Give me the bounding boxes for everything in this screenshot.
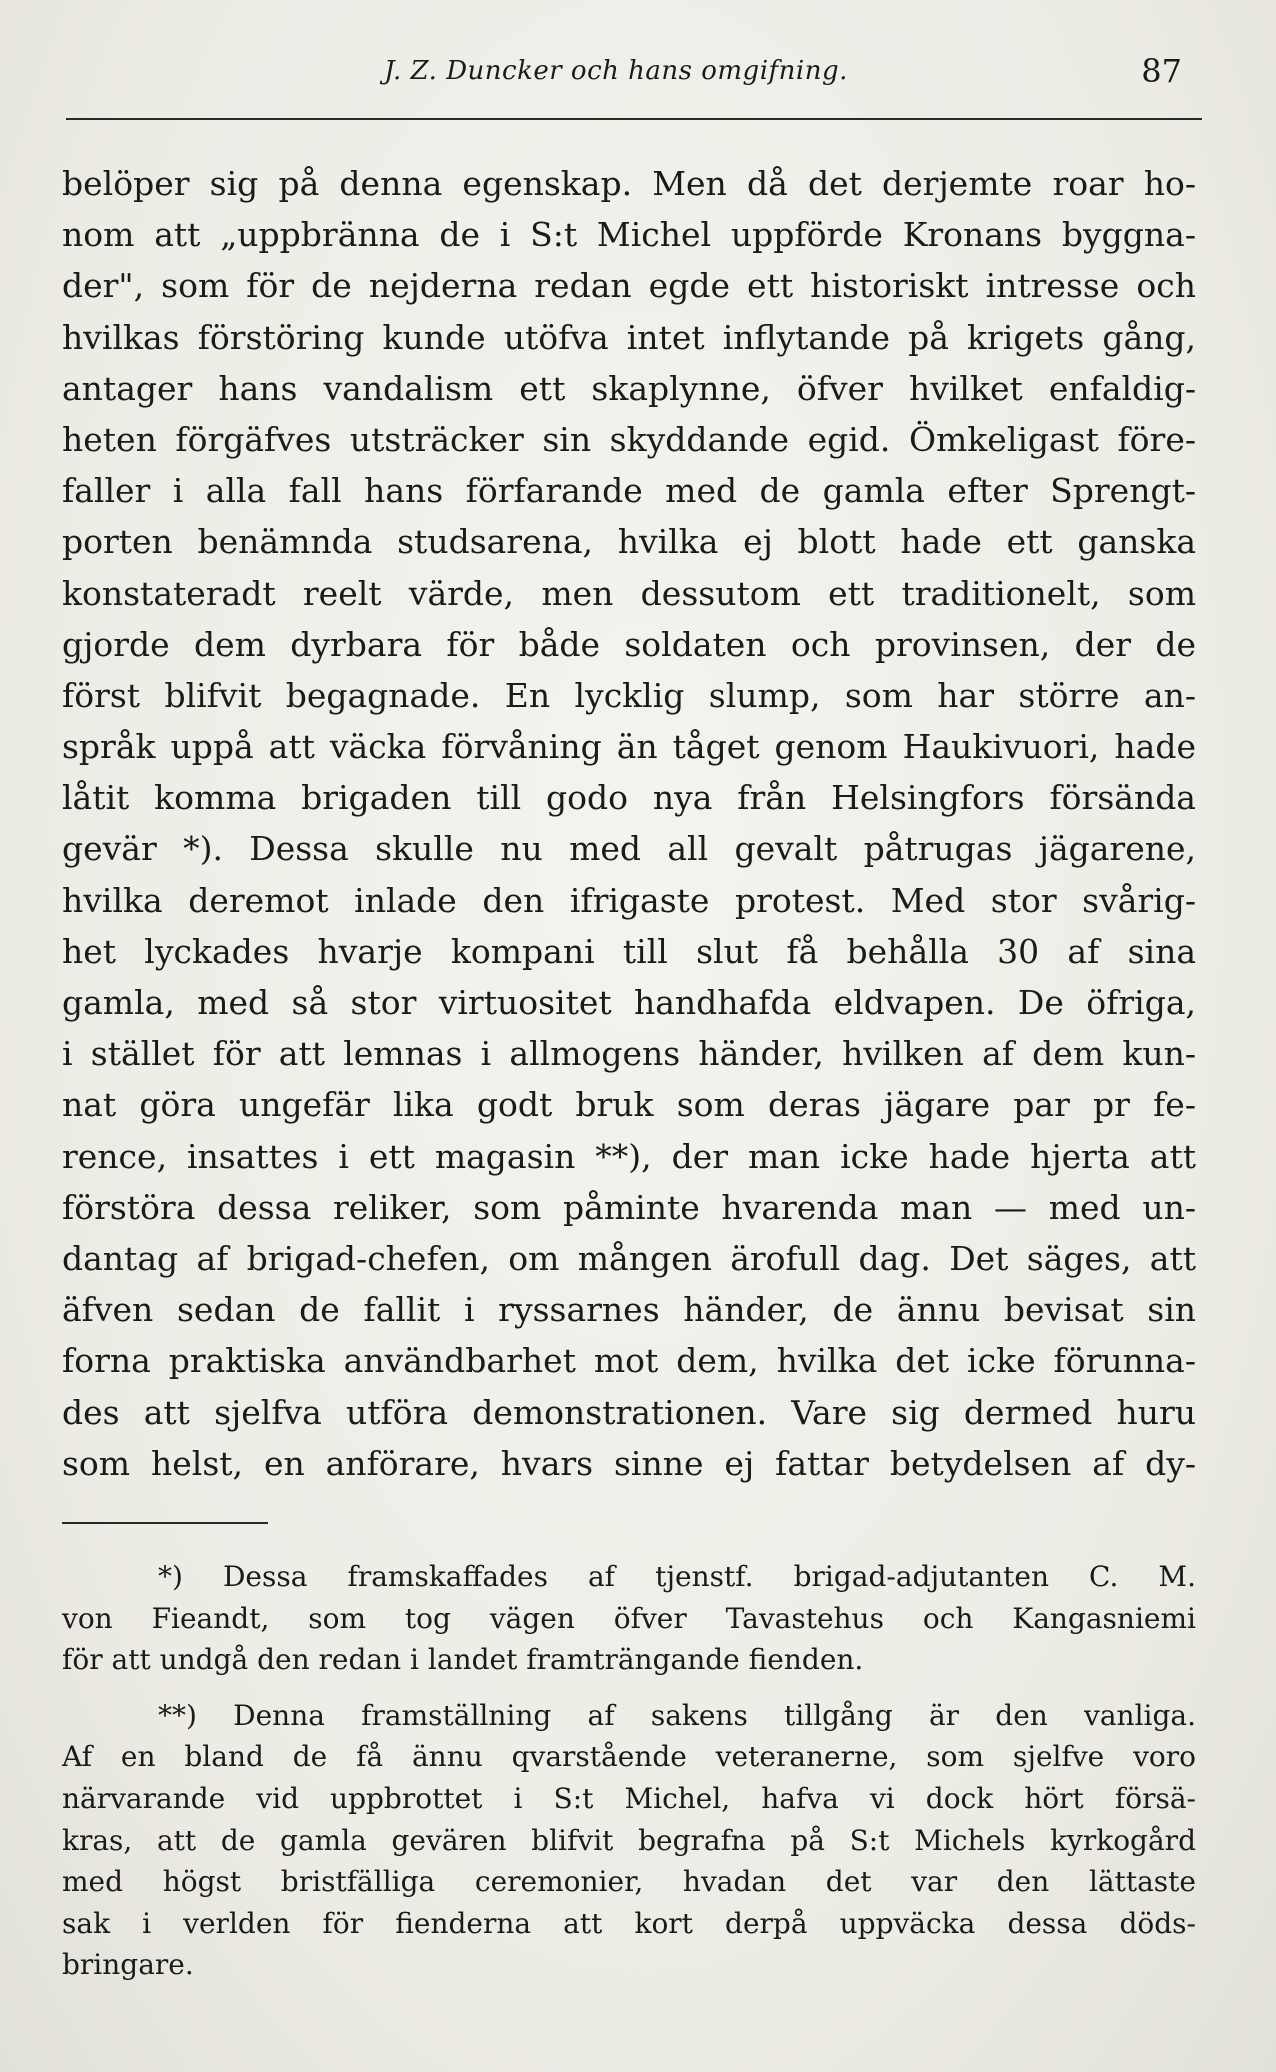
page-header: [62, 52, 1182, 92]
footnote-rule: [62, 1522, 268, 1524]
footnote-line: närvarande vid uppbrottet i S:t Michel, hafva vi dock hört försä-: [62, 1781, 1196, 1815]
text-line: het lyckades hvarje kompani till slut få behålla 30 af sina: [62, 931, 1196, 971]
footnote-line: med högst bristfälliga ceremonier, hvadan det var den lättaste: [62, 1865, 1196, 1899]
text-line: porten benämnda studsarena, hvilka ej blott hade ett ganska: [62, 522, 1196, 562]
page-number: 87: [1141, 52, 1182, 90]
text-line: språk uppå att väcka förvåning än tåget genom Haukivuori, hade: [62, 727, 1196, 767]
text-line: faller i alla fall hans förfarande med de gamla efter Sprengt-: [62, 471, 1196, 511]
text-line: som helst, en anförare, hvars sinne ej fattar betydelsen af dy-: [62, 1443, 1196, 1483]
footnote-line: sak i verlden för fienderna att kort derpå uppväcka dessa döds-: [62, 1906, 1196, 1940]
text-line: des att sjelfva utföra demonstrationen. Vare sig dermed huru: [62, 1392, 1196, 1432]
footnote-line: bringare.: [62, 1948, 194, 1982]
footnote-line: kras, att de gamla gevären blifvit begrafna på S:t Michels kyrkogård: [62, 1823, 1196, 1857]
footnote-line: von Fieandt, som tog vägen öfver Tavastehus och Kangasniemi: [62, 1601, 1196, 1635]
header-rule: [66, 118, 1202, 120]
text-line: förstöra dessa reliker, som påminte hvarenda man — med un-: [62, 1187, 1196, 1227]
footnote-1: [62, 1556, 1196, 1681]
running-head: J. Z. Duncker och hans omgifning.: [384, 56, 848, 86]
text-line: gevär *). Dessa skulle nu med all gevalt påtrugas jägarene,: [62, 829, 1196, 869]
text-line: hvilkas förstöring kunde utöfva intet inflytande på krigets gång,: [62, 317, 1196, 357]
text-line: forna praktiska användbarhet mot dem, hvilka det icke förunna-: [62, 1341, 1196, 1381]
text-line: först blifvit begagnade. En lycklig slump, som har större an-: [62, 675, 1196, 715]
text-line: heten förgäfves utsträcker sin skyddande egid. Ömkeligast före-: [62, 419, 1196, 459]
text-line: gjorde dem dyrbara för både soldaten och provinsen, der de: [62, 624, 1196, 664]
footnote-line: för att undgå den redan i landet framträngande fienden.: [62, 1643, 864, 1677]
text-line: nat göra ungefär lika godt bruk som deras jägare par pr fe-: [62, 1085, 1196, 1125]
body-text: [62, 158, 1196, 1489]
text-line: belöper sig på denna egenskap. Men då det derjemte roar ho-: [62, 164, 1196, 203]
text-line: konstateradt reelt värde, men dessutom ett traditionelt, som: [62, 573, 1196, 613]
text-line: gamla, med så stor virtuositet handhafda eldvapen. De öfriga,: [62, 983, 1196, 1022]
text-line: låtit komma brigaden till godo nya från Helsingfors försända: [62, 778, 1196, 818]
text-line: der", som för de nejderna redan egde ett historiskt intresse och: [62, 266, 1196, 306]
footnote-2: [62, 1695, 1196, 1986]
text-line: nom att „uppbränna de i S:t Michel uppförde Kronans byggna-: [62, 215, 1196, 255]
footnote-line: Af en bland de få ännu qvarstående veteranerne, som sjelfve voro: [62, 1740, 1196, 1774]
text-line: äfven sedan de fallit i ryssarnes händer, de ännu bevisat sin: [62, 1290, 1196, 1330]
footnotes: [62, 1556, 1196, 1986]
text-line: i stället för att lemnas i allmogens händer, hvilken af dem kun-: [62, 1034, 1196, 1074]
text-line: hvilka deremot inlade den ifrigaste protest. Med stor svårig-: [62, 880, 1196, 920]
footnote-line: *) Dessa framskaffades af tjenstf. brigad-adjutanten C. M.: [158, 1560, 1196, 1593]
text-line: dantag af brigad-chefen, om mången ärofull dag. Det säges, att: [62, 1238, 1196, 1278]
text-line: rence, insattes i ett magasin **), der man icke hade hjerta att: [62, 1136, 1196, 1176]
footnote-line: **) Denna framställning af sakens tillgång är den vanliga.: [158, 1698, 1196, 1732]
text-line: antager hans vandalism ett skaplynne, öfver hvilket enfaldig-: [62, 368, 1196, 408]
